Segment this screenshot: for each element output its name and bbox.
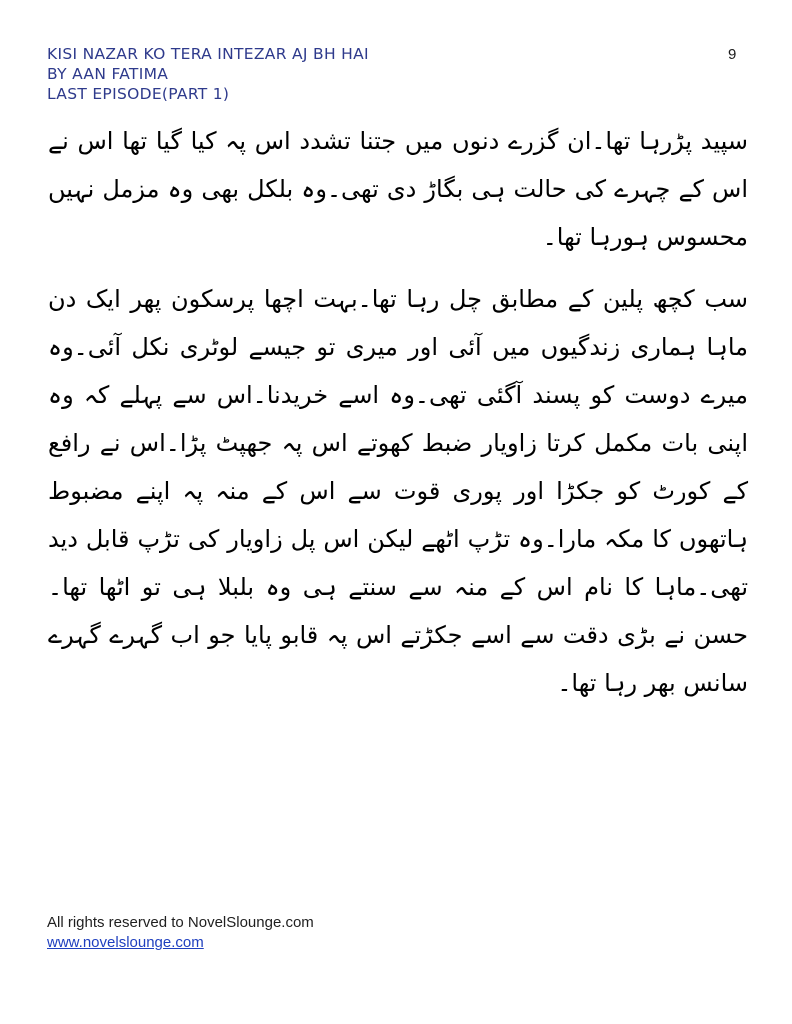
story-body	[48, 117, 748, 707]
paragraph-2: سب کچھ پلین کے مطابق چل رہا تھا۔بہت اچھا پرسکون پھر ایک دن ماہا ہماری زندگیوں میں آئی اور میری تو جیسے لوٹری نکل آئی۔وہ میرے دوست کو پسند آگئی تھی۔وہ اسے خریدنا۔اس سے پہلے کہ وہ اپنی بات مکمل کرتا زاویار ضبط کھوتے اس پہ جھپٹ پڑا۔اس نے رافع کے کورٹ کو جکڑا اور پوری قوت سے اس کے منہ پہ اپنے مضبوط ہاتھوں کا مکہ مارا۔وہ تڑپ اٹھے لیکن اس پل زاویار کی تڑپ قابل دید تھی۔ماہا کا نام اس کے منہ سے سنتے ہی وہ بلبلا ہی تو اٹھا تھا۔حسن نے بڑی دقت سے اسے جکڑتے اس پہ قابو پایا جو اب گہرے گہرے سانس بھر رہا تھا۔	[48, 285, 748, 697]
page-number: 9	[728, 46, 737, 63]
page-header	[47, 44, 369, 104]
episode-line: LAST EPISODE(PART 1)	[47, 85, 230, 103]
page-footer	[47, 913, 314, 953]
website-link[interactable]: www.novelslounge.com	[47, 934, 204, 951]
author-line: BY AAN FATIMA	[47, 65, 169, 83]
novel-title: KISI NAZAR KO TERA INTEZAR AJ BH HAI	[47, 45, 369, 63]
paragraph-1: سپید پڑرہا تھا۔ان گزرے دنوں میں جتنا تشدد اس پہ کیا گیا تھا اس نے اس کے چہرے کی حالت ہی بگاڑ دی تھی۔وہ بلکل بھی وہ مزمل نہیں محسوس ہورہا تھا۔	[48, 127, 748, 251]
copyright-notice: All rights reserved to NovelSlounge.com	[47, 914, 314, 931]
